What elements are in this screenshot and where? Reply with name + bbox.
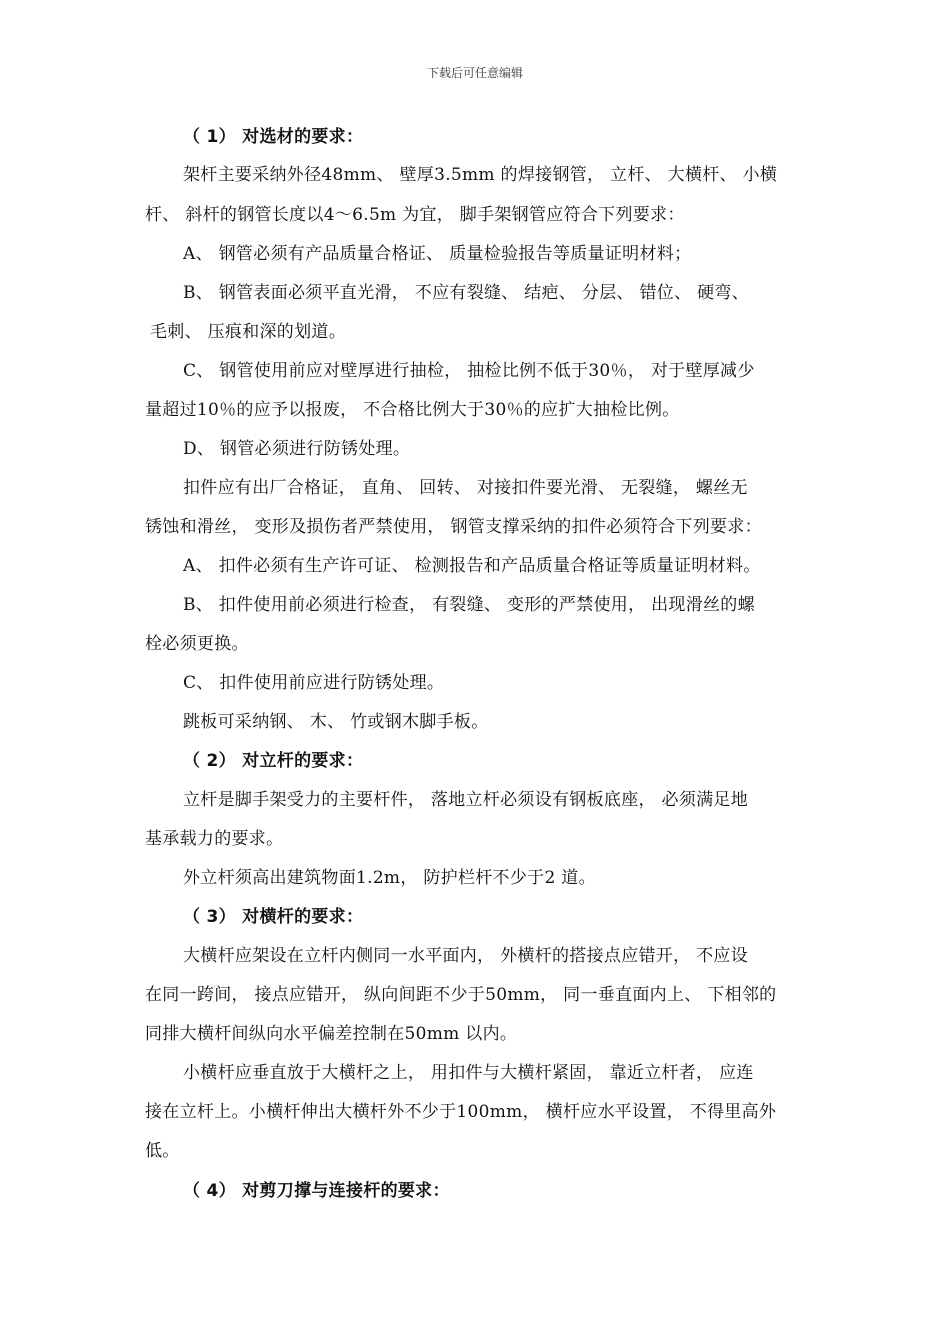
paragraph-line: 量超过10％的应予以报废， 不合格比例大于30％的应扩大抽检比例。 [145,400,680,420]
list-item: C、 钢管使用前应对壁厚进行抽检， 抽检比例不低于30％， 对于壁厚减少 [183,361,755,381]
paragraph-line: 毛刺、 压痕和深的划道。 [150,322,347,342]
paragraph-line: 外立杆须高出建筑物面1.2m， 防护栏杆不少于2 道。 [183,868,596,888]
paragraph-line: 跳板可采纳钢、 木、 竹或钢木脚手板。 [183,712,489,732]
paragraph-line: 大横杆应架设在立杆内侧同一水平面内， 外横杆的搭接点应错开， 不应设 [183,946,749,966]
list-item: C、 扣件使用前应进行防锈处理。 [183,673,445,693]
paragraph-line: 扣件应有出厂合格证， 直角、 回转、 对接扣件要光滑、 无裂缝， 螺丝无 [183,478,748,498]
list-item: B、 钢管表面必须平直光滑， 不应有裂缝、 结疤、 分层、 错位、 硬弯、 [183,283,750,303]
paragraph-line: 杆、 斜杆的钢管长度以4～6.5m 为宜， 脚手架钢管应符合下列要求： [145,205,685,225]
paragraph-line: 栓必须更换。 [145,634,249,654]
paragraph-line: 基承载力的要求。 [145,829,284,849]
section-heading: （ 4） 对剪刀撑与连接杆的要求： [183,1181,450,1201]
paragraph-line: 在同一跨间， 接点应错开， 纵向间距不少于50mm， 同一垂直面内上、 下相邻的 [145,985,777,1005]
paragraph-line: 立杆是脚手架受力的主要杆件， 落地立杆必须设有钢板底座， 必须满足地 [183,790,749,810]
section-heading: （ 2） 对立杆的要求： [183,751,364,771]
list-item: B、 扣件使用前必须进行检查， 有裂缝、 变形的严禁使用， 出现滑丝的螺 [183,595,755,615]
list-item: A、 钢管必须有产品质量合格证、 质量检验报告等质量证明材料； [183,244,692,264]
paragraph-line: 架杆主要采纳外径48mm、 壁厚3.5mm 的焊接钢管， 立杆、 大横杆、 小横 [183,165,778,185]
list-item: D、 钢管必须进行防锈处理。 [183,439,411,459]
page-header: 下载后可任意编辑 [426,66,523,80]
paragraph-line: 小横杆应垂直放于大横杆之上， 用扣件与大横杆紧固， 靠近立杆者， 应连 [183,1063,754,1083]
paragraph-line: 接在立杆上。小横杆伸出大横杆外不少于100mm， 横杆应水平设置， 不得里高外 [145,1102,777,1122]
paragraph-line: 锈蚀和滑丝， 变形及损伤者严禁使用， 钢管支撑采纳的扣件必须符合下列要求： [145,517,762,537]
paragraph-line: 同排大横杆间纵向水平偏差控制在50mm 以内。 [145,1024,518,1044]
section-heading: （ 3） 对横杆的要求： [183,907,364,927]
list-item: A、 扣件必须有生产许可证、 检测报告和产品质量合格证等质量证明材料。 [183,556,761,576]
paragraph-line: 低。 [145,1141,180,1161]
section-heading: （ 1） 对选材的要求： [183,127,364,147]
